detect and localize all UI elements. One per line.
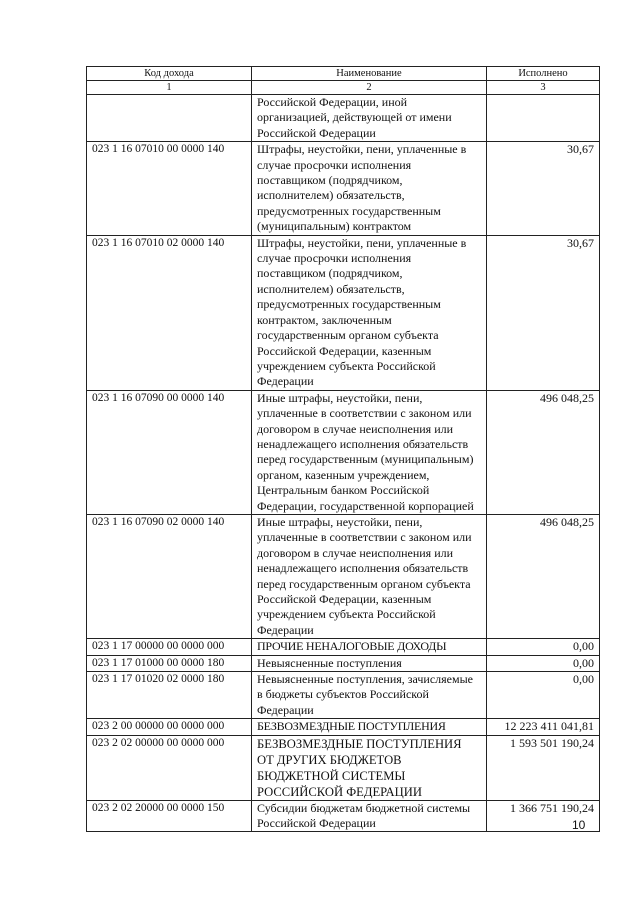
executed-amount: 12 223 411 041,81 bbox=[487, 719, 600, 735]
income-code: 023 1 16 07090 00 0000 140 bbox=[87, 390, 252, 514]
income-name: Субсидии бюджетам бюджетной системы Российской Федерации bbox=[252, 800, 487, 832]
income-code: 023 1 16 07010 02 0000 140 bbox=[87, 235, 252, 390]
executed-amount: 1 593 501 190,24 bbox=[487, 735, 600, 800]
table-row bbox=[87, 735, 600, 800]
income-code: 023 1 17 01020 02 0000 180 bbox=[87, 672, 252, 719]
executed-amount: 0,00 bbox=[487, 639, 600, 655]
income-name: БЕЗВОЗМЕЗДНЫЕ ПОСТУПЛЕНИЯ ОТ ДРУГИХ БЮДЖЕТОВ БЮДЖЕТНОЙ СИСТЕМЫ РОССИЙСКОЙ ФЕДЕРАЦИИ bbox=[252, 735, 487, 800]
income-code: 023 1 17 01000 00 0000 180 bbox=[87, 655, 252, 671]
executed-amount: 0,00 bbox=[487, 672, 600, 719]
income-name: Иные штрафы, неустойки, пени, уплаченные в соответствии с законом или договором в случае неисполнения или ненадлежащего исполнения обязательств перед государственным (муниципальным) органом, казенным учреждением, Центральным банком Российской Федерации, государственной корпорацией bbox=[252, 390, 487, 514]
table-row bbox=[87, 639, 600, 655]
revenue-table bbox=[86, 66, 600, 832]
header-amount: Исполнено bbox=[487, 67, 600, 81]
income-code: 023 2 02 00000 00 0000 000 bbox=[87, 735, 252, 800]
executed-amount: 496 048,25 bbox=[487, 390, 600, 514]
table-row bbox=[87, 142, 600, 235]
income-name: БЕЗВОЗМЕЗДНЫЕ ПОСТУПЛЕНИЯ bbox=[252, 719, 487, 735]
executed-amount: 30,67 bbox=[487, 142, 600, 235]
income-code bbox=[87, 95, 252, 142]
income-name: Штрафы, неустойки, пени, уплаченные в случае просрочки исполнения поставщиком (подрядчиком, исполнителем) обязательств, предусмотренных государственным контрактом, заключенным государственным органом субъекта Российской Федерации, казенным учреждением субъекта Российской Федерации bbox=[252, 235, 487, 390]
header-name: Наименование bbox=[252, 67, 487, 81]
income-code: 023 2 02 20000 00 0000 150 bbox=[87, 800, 252, 832]
income-code: 023 1 16 07010 00 0000 140 bbox=[87, 142, 252, 235]
header-row bbox=[87, 67, 600, 81]
table-row bbox=[87, 390, 600, 514]
executed-amount: 0,00 bbox=[487, 655, 600, 671]
income-name: ПРОЧИЕ НЕНАЛОГОВЫЕ ДОХОДЫ bbox=[252, 639, 487, 655]
executed-amount bbox=[487, 95, 600, 142]
income-code: 023 1 16 07090 02 0000 140 bbox=[87, 514, 252, 638]
executed-amount: 496 048,25 bbox=[487, 514, 600, 638]
executed-amount: 1 366 751 190,24 bbox=[487, 800, 600, 832]
executed-amount: 30,67 bbox=[487, 235, 600, 390]
header-code: Код дохода bbox=[87, 67, 252, 81]
column-number-3: 3 bbox=[487, 81, 600, 95]
table-row bbox=[87, 719, 600, 735]
table-row bbox=[87, 514, 600, 638]
table-row bbox=[87, 800, 600, 832]
income-name: Российской Федерации, иной организацией, действующей от имени Российской Федерации bbox=[252, 95, 487, 142]
column-number-1: 1 bbox=[87, 81, 252, 95]
column-number-row bbox=[87, 81, 600, 95]
income-name: Штрафы, неустойки, пени, уплаченные в случае просрочки исполнения поставщиком (подрядчиком, исполнителем) обязательств, предусмотренных государственным (муниципальным) контрактом bbox=[252, 142, 487, 235]
income-name: Невыясненные поступления bbox=[252, 655, 487, 671]
income-code: 023 2 00 00000 00 0000 000 bbox=[87, 719, 252, 735]
column-number-2: 2 bbox=[252, 81, 487, 95]
table-row bbox=[87, 95, 600, 142]
income-name: Невыясненные поступления, зачисляемые в бюджеты субъектов Российской Федерации bbox=[252, 672, 487, 719]
page-number: 10 bbox=[572, 818, 586, 832]
income-code: 023 1 17 00000 00 0000 000 bbox=[87, 639, 252, 655]
table-row bbox=[87, 235, 600, 390]
income-name: Иные штрафы, неустойки, пени, уплаченные в соответствии с законом или договором в случае неисполнения или ненадлежащего исполнения обязательств перед государственным органом субъекта Российской Федерации, казенным учреждением субъекта Российской Федерации bbox=[252, 514, 487, 638]
table-row bbox=[87, 672, 600, 719]
table-row bbox=[87, 655, 600, 671]
